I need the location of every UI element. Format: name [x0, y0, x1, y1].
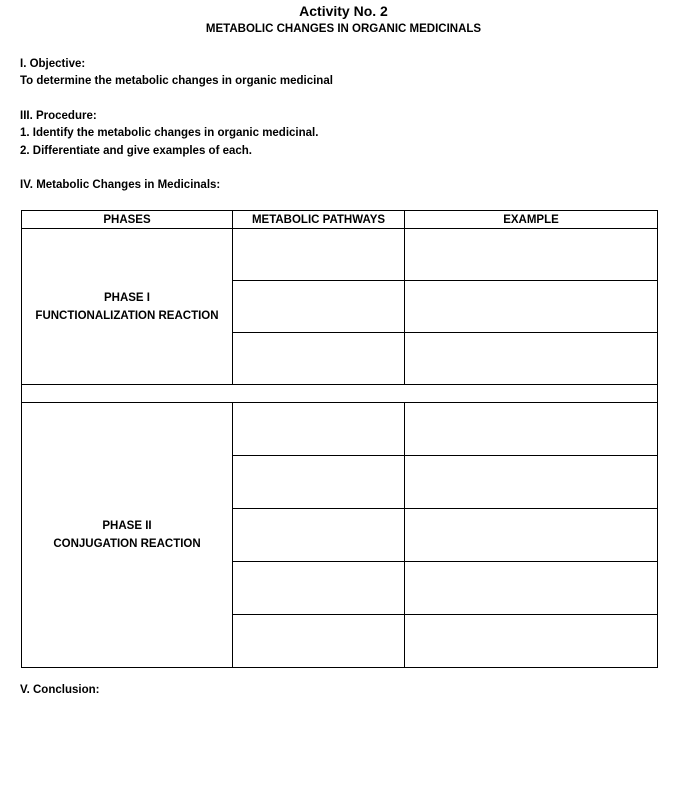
table-row	[22, 229, 658, 281]
table-row	[22, 403, 658, 456]
pathway-blank-cell[interactable]	[233, 333, 405, 385]
example-blank-cell[interactable]	[405, 403, 658, 456]
pathway-blank-cell[interactable]	[233, 456, 405, 509]
phase-2-cell	[22, 403, 233, 668]
pathway-blank-cell[interactable]	[233, 615, 405, 668]
pathway-blank-cell[interactable]	[233, 281, 405, 333]
column-header-pathways: METABOLIC PATHWAYS	[233, 211, 405, 229]
pathway-blank-cell[interactable]	[233, 403, 405, 456]
pathway-blank-cell[interactable]	[233, 229, 405, 281]
phase-2-subtitle: CONJUGATION REACTION	[53, 538, 201, 550]
procedure-heading: III. Procedure:	[20, 110, 97, 122]
activity-title: Activity No. 2	[299, 3, 388, 19]
example-blank-cell[interactable]	[405, 281, 658, 333]
objective-text: To determine the metabolic changes in organic medicinal	[20, 75, 333, 87]
conclusion-heading: V. Conclusion:	[20, 684, 100, 696]
example-blank-cell[interactable]	[405, 562, 658, 615]
metabolic-changes-table	[21, 210, 658, 668]
column-header-phases: PHASES	[22, 211, 233, 229]
objective-heading: I. Objective:	[20, 58, 86, 70]
phase-1-cell	[22, 229, 233, 385]
separator-cell	[22, 385, 658, 403]
phase-1-title: PHASE I	[103, 291, 150, 304]
example-blank-cell[interactable]	[405, 333, 658, 385]
table-header-row	[22, 211, 658, 229]
procedure-step-2: 2. Differentiate and give examples of each.	[20, 145, 252, 157]
procedure-step-1: 1. Identify the metabolic changes in organic medicinal.	[20, 127, 319, 139]
pathway-blank-cell[interactable]	[233, 509, 405, 562]
changes-heading: IV. Metabolic Changes in Medicinals:	[20, 179, 221, 191]
example-blank-cell[interactable]	[405, 615, 658, 668]
pathway-blank-cell[interactable]	[233, 562, 405, 615]
separator-row	[22, 385, 658, 403]
phase-2-title: PHASE II	[102, 520, 152, 532]
activity-subtitle: METABOLIC CHANGES IN ORGANIC MEDICINALS	[205, 23, 482, 35]
example-blank-cell[interactable]	[405, 456, 658, 509]
column-header-example: EXAMPLE	[405, 211, 658, 229]
example-blank-cell[interactable]	[405, 509, 658, 562]
example-blank-cell[interactable]	[405, 229, 658, 281]
phase-1-subtitle: FUNCTIONALIZATION REACTION	[35, 309, 219, 322]
